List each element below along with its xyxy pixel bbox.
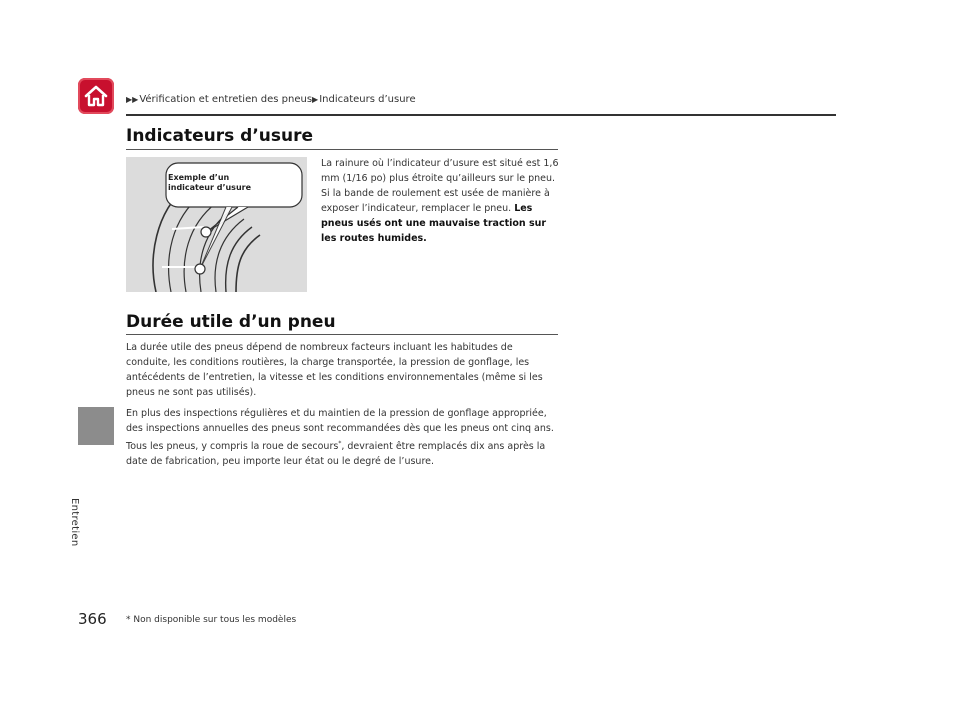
tire-life-text-a: En plus des inspections régulières et du maintien de la pression de gonflage appropriée, des inspections annuelles des pneus sont recommandées dès que les pneus ont cinq ans. Tous les pneus, y compris la roue de secours bbox=[126, 408, 554, 453]
breadcrumb bbox=[126, 94, 416, 105]
breadcrumb-link-pneus[interactable]: Vérification et entretien des pneus bbox=[139, 94, 313, 105]
page-number: 366 bbox=[78, 610, 107, 628]
figure-callout-label: Exemple d’un indicateur d’usure bbox=[168, 173, 252, 192]
tire-life-text-b: , devraient être remplacés dix ans après la date de fabrication, peu importe leur état ou le degré de l’usure. bbox=[126, 441, 546, 468]
chevron-right-icon: ▶ bbox=[312, 95, 319, 104]
tire-wear-figure bbox=[126, 157, 307, 292]
wear-indicator-body: La rainure où l’indicateur d’usure est situé est 1,6 mm (1/16 po) plus étroite qu’ailleurs sur le pneu. Si la bande de roulement est usée de manière à exposer l’indicateur, remplacer le pneu. bbox=[321, 158, 559, 214]
wear-indicator-text bbox=[321, 156, 559, 246]
home-button[interactable] bbox=[78, 78, 114, 114]
section-divider bbox=[126, 149, 558, 150]
chevron-right-icon: ▶▶ bbox=[126, 95, 139, 104]
section-divider bbox=[126, 334, 558, 335]
wear-indicator-warning: Les pneus usés ont une mauvaise traction sur les routes humides. bbox=[321, 203, 547, 244]
header-divider bbox=[126, 114, 836, 116]
tire-life-paragraph-1: La durée utile des pneus dépend de nombreux facteurs incluant les habitudes de conduite, les conditions routières, la charge transportée, la pression de gonflage, les antécédents de l’entretien, la vitesse et les conditions environnementales (même si les pneus ne sont pas utilisés). bbox=[126, 342, 543, 398]
footnote: * Non disponible sur tous les modèles bbox=[126, 615, 297, 625]
side-tab-label: Entretien bbox=[69, 498, 80, 547]
breadcrumb-current[interactable]: Indicateurs d’usure bbox=[319, 94, 416, 105]
section-title-duree: Durée utile d’un pneu bbox=[126, 312, 336, 332]
home-icon bbox=[83, 84, 109, 108]
tire-life-paragraph-2 bbox=[126, 406, 558, 469]
side-tab-indicator[interactable] bbox=[78, 407, 114, 445]
footnote-mark: * bbox=[338, 440, 342, 447]
section-title-indicateurs: Indicateurs d’usure bbox=[126, 126, 314, 146]
